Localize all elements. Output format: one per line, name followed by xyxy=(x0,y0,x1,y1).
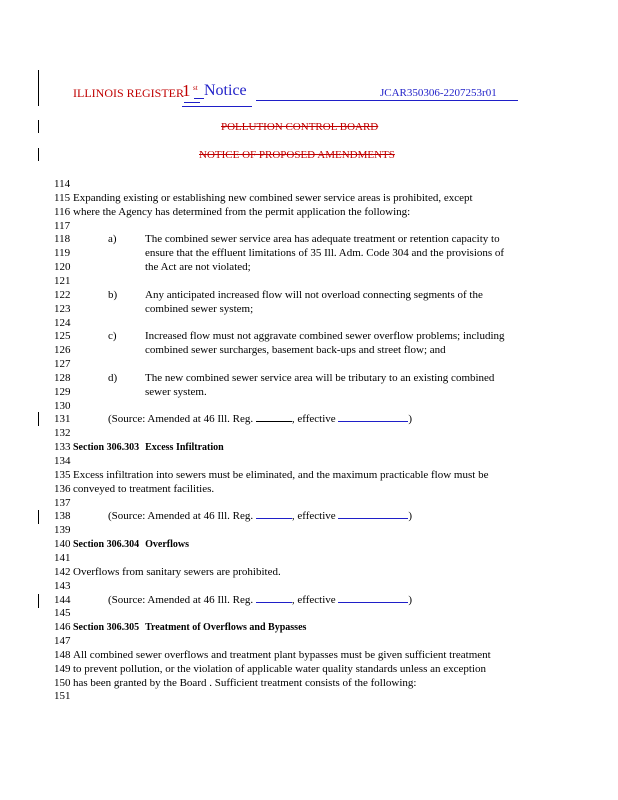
line-text: sewer system. xyxy=(145,385,207,398)
change-bar xyxy=(38,120,39,133)
line-number: 150 xyxy=(54,676,71,689)
source-close: ) xyxy=(408,413,413,426)
line-text: the Act are not violated; xyxy=(145,261,251,274)
source-note xyxy=(108,510,412,522)
list-item-label: c) xyxy=(108,330,117,343)
register-issue-suffix: st xyxy=(193,84,198,92)
register-volume-blank[interactable] xyxy=(256,518,292,519)
register-title: ILLINOIS REGISTER xyxy=(73,86,184,100)
source-text: (Source: Amended at 46 Ill. Reg. xyxy=(108,413,256,426)
line-number: 148 xyxy=(54,648,71,661)
line-number: 132 xyxy=(54,427,71,440)
line-text: Excess infiltration into sewers must be eliminated, and the maximum practicable flow must be xyxy=(73,468,489,481)
section-heading xyxy=(73,442,224,453)
line-number: 126 xyxy=(54,344,71,357)
effective-date-blank[interactable] xyxy=(338,602,408,603)
line-number: 140 xyxy=(54,538,71,551)
effective-date-blank[interactable] xyxy=(338,518,408,519)
section-heading xyxy=(73,622,306,633)
line-number: 135 xyxy=(54,468,71,481)
line-number: 120 xyxy=(54,261,71,274)
effective-text: , effective xyxy=(291,593,339,606)
line-number: 136 xyxy=(54,482,71,495)
notice-label: Notice xyxy=(204,82,247,99)
line-number: 124 xyxy=(54,316,71,329)
line-number: 141 xyxy=(54,551,71,564)
change-bar xyxy=(38,412,39,426)
line-number: 139 xyxy=(54,524,71,537)
agency-title: POLLUTION CONTROL BOARD xyxy=(221,121,379,133)
line-text: combined sewer surcharges, basement back-ups and street flow; and xyxy=(145,344,446,357)
line-text: All combined sewer overflows and treatment plant bypasses must be given sufficient treatment xyxy=(73,648,491,661)
line-number: 125 xyxy=(54,330,71,343)
line-number: 143 xyxy=(54,579,71,592)
line-number: 131 xyxy=(54,413,71,426)
register-issue-number: 1 xyxy=(182,81,191,100)
line-number: 128 xyxy=(54,371,71,384)
section-title: Excess Infiltration xyxy=(145,442,224,454)
change-bar xyxy=(38,594,39,608)
line-number: 146 xyxy=(54,621,71,634)
line-number: 149 xyxy=(54,662,71,675)
line-text: ensure that the effluent limitations of 35 Ill. Adm. Code 304 and the provisions of xyxy=(145,247,505,260)
source-note xyxy=(108,594,412,606)
section-heading xyxy=(73,539,189,550)
line-number: 117 xyxy=(54,219,71,232)
line-number: 130 xyxy=(54,399,71,412)
line-number: 145 xyxy=(54,607,71,620)
line-number: 123 xyxy=(54,302,71,315)
effective-date-blank[interactable] xyxy=(338,421,408,422)
jcar-code: JCAR350306-2207253r01 xyxy=(380,87,497,99)
line-number: 142 xyxy=(54,565,71,578)
line-text: Overflows from sanitary sewers are prohibited. xyxy=(73,565,281,578)
change-bar xyxy=(38,148,39,161)
line-text: where the Agency has determined from the permit application the following: xyxy=(73,205,411,218)
line-number: 137 xyxy=(54,496,71,509)
line-number: 118 xyxy=(54,233,71,246)
list-item-label: b) xyxy=(108,288,118,301)
line-text: conveyed to treatment facilities. xyxy=(73,482,215,495)
line-number: 147 xyxy=(54,635,71,648)
section-number: Section 306.303 xyxy=(73,442,140,454)
line-number: 129 xyxy=(54,385,71,398)
line-number: 133 xyxy=(54,441,71,454)
line-number: 151 xyxy=(54,690,71,703)
effective-text: , effective xyxy=(291,413,339,426)
section-number: Section 306.305 xyxy=(73,622,140,634)
line-text: to prevent pollution, or the violation of applicable water quality standards unless an exception xyxy=(73,662,486,675)
line-number: 127 xyxy=(54,358,71,371)
line-number: 121 xyxy=(54,274,71,287)
section-title: Treatment of Overflows and Bypasses xyxy=(145,622,307,634)
section-number: Section 306.304 xyxy=(73,539,140,551)
line-text: Any anticipated increased flow will not overload connecting segments of the xyxy=(145,288,483,301)
source-text: (Source: Amended at 46 Ill. Reg. xyxy=(108,510,256,523)
line-text: combined sewer system; xyxy=(145,302,254,315)
header-rule xyxy=(182,106,252,107)
line-number: 134 xyxy=(54,455,71,467)
line-number: 122 xyxy=(54,288,71,301)
source-close: ) xyxy=(408,510,413,523)
source-note xyxy=(108,413,412,425)
header-rule xyxy=(256,100,518,101)
line-number: 144 xyxy=(54,593,71,606)
effective-text: , effective xyxy=(291,510,339,523)
list-item-label: d) xyxy=(108,371,118,384)
line-number: 116 xyxy=(54,205,71,218)
change-bar xyxy=(38,510,39,524)
line-number: 115 xyxy=(54,191,71,204)
register-volume-blank[interactable] xyxy=(256,602,292,603)
section-title: Overflows xyxy=(145,539,189,551)
list-item-label: a) xyxy=(108,233,117,246)
line-text: Expanding existing or establishing new combined sewer service areas is prohibited, except xyxy=(73,191,473,204)
register-volume-blank[interactable] xyxy=(256,421,292,422)
header-rule xyxy=(194,98,204,99)
change-bar xyxy=(38,70,39,106)
header-rule xyxy=(184,102,200,103)
line-number: 114 xyxy=(54,178,71,190)
notice-title: NOTICE OF PROPOSED AMENDMENTS xyxy=(199,149,395,161)
line-text: Increased flow must not aggravate combined sewer overflow problems; including xyxy=(145,330,505,343)
source-close: ) xyxy=(408,593,413,606)
source-text: (Source: Amended at 46 Ill. Reg. xyxy=(108,593,256,606)
line-text: The combined sewer service area has adequate treatment or retention capacity to xyxy=(145,233,500,246)
line-text: has been granted by the Board . Sufficient treatment consists of the following: xyxy=(73,676,417,689)
line-text: The new combined sewer service area will be tributary to an existing combined xyxy=(145,371,495,384)
line-number: 138 xyxy=(54,510,71,523)
line-number: 119 xyxy=(54,247,71,260)
